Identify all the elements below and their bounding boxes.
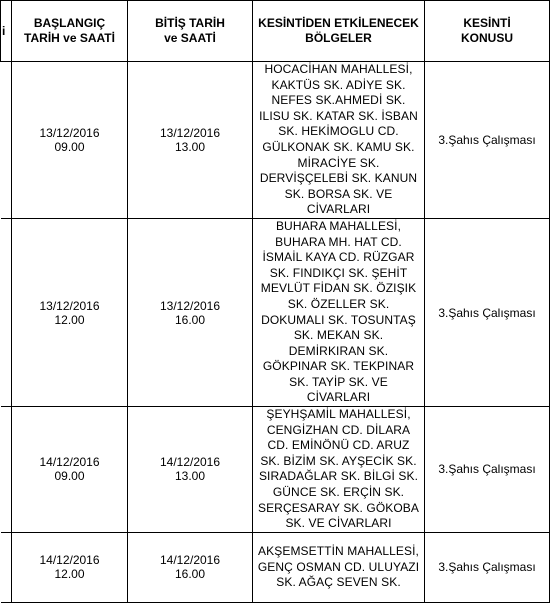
end-date: 13/12/2016 xyxy=(159,125,221,140)
area-line: AKŞEMSETTİN MAHALLESİ, xyxy=(258,543,419,558)
area-line: HOCACİHAN MAHALLESİ, xyxy=(264,62,413,76)
start-date: 13/12/2016 xyxy=(39,125,100,140)
area-line: GÜNCE SK. ERÇİN SK. xyxy=(272,485,405,500)
start-cell xyxy=(12,407,128,533)
start-time: 12.00 xyxy=(54,567,85,582)
topic-header-line-2: KONUSU xyxy=(460,31,513,45)
end-cell xyxy=(128,407,253,533)
topic-cell xyxy=(425,532,550,602)
area-line: CİVARLARI xyxy=(306,202,371,217)
areas-cell xyxy=(253,532,425,602)
edge-cell xyxy=(1,218,12,406)
start-header-line-2: TARİH ve SAATİ xyxy=(24,31,115,45)
area-line: DEMİRKIRAN SK. xyxy=(288,343,389,358)
areas-cell xyxy=(253,62,425,219)
header-row xyxy=(1,1,550,62)
end-header xyxy=(128,1,253,62)
area-line: İSMAİL KAYA CD. RÜZGAR xyxy=(262,250,415,265)
area-line: SK. BORSA SK. VE xyxy=(284,186,393,201)
area-line: GÖKPINAR SK. TEKPINAR xyxy=(262,359,415,374)
topic-cell xyxy=(425,62,550,219)
area-line: SK. ÖZELLER SK. xyxy=(287,296,390,311)
start-date: 13/12/2016 xyxy=(39,298,100,313)
start-cell xyxy=(12,62,128,219)
area-line: MEVLÜT FİDAN SK. ÖZIŞIK xyxy=(260,281,417,296)
table-row xyxy=(1,407,550,533)
area-line: DOKUMALI SK. TOSUNTAŞ xyxy=(261,312,416,327)
area-line: SK. TAYİP SK. VE xyxy=(289,374,388,389)
end-header-line-1: BİTİŞ TARİH xyxy=(155,16,225,30)
area-line: SK. VE CİVARLARI xyxy=(285,516,392,531)
area-line: BUHARA MAHALLESİ, xyxy=(275,218,402,233)
edge-cell xyxy=(1,62,12,219)
end-time: 13.00 xyxy=(174,139,206,154)
start-date: 14/12/2016 xyxy=(39,553,100,568)
end-date: 14/12/2016 xyxy=(159,455,221,470)
table-row xyxy=(1,62,550,219)
areas-header-line-1: KESİNTİDEN ETKİLENECEK xyxy=(258,16,419,30)
edge-cell xyxy=(1,532,12,602)
end-cell xyxy=(128,218,253,406)
start-header-line-1: BAŞLANGIÇ xyxy=(33,16,106,30)
end-date: 13/12/2016 xyxy=(159,298,221,313)
area-line: SK. BİZİM SK. AYŞECİK SK. xyxy=(260,453,417,468)
start-time: 09.00 xyxy=(54,469,85,484)
area-line: NEFES SK.AHMEDİ SK. xyxy=(271,93,406,108)
end-cell xyxy=(128,532,253,602)
edge-header-cell xyxy=(1,1,12,62)
area-line: ŞEYHŞAMİL MAHALLESİ, xyxy=(266,407,411,422)
area-line: ILISU SK. KATAR SK. İSBAN xyxy=(259,108,418,123)
topic-text: 3.Şahıs Çalışması xyxy=(438,560,536,575)
area-line: SK. FINDIKÇI SK. ŞEHİT xyxy=(269,265,408,280)
area-line: GÜLKONAK SK. KAMU SK. xyxy=(262,139,415,154)
areas-header-line-2: BÖLGELER xyxy=(305,31,372,45)
area-line: MİRACİYE SK. xyxy=(297,155,380,170)
start-cell xyxy=(12,218,128,406)
area-line: SK. AĞAÇ SEVEN SK. xyxy=(276,575,401,590)
end-date: 14/12/2016 xyxy=(159,553,221,568)
start-time: 12.00 xyxy=(54,312,85,327)
start-date: 14/12/2016 xyxy=(39,455,100,470)
area-line: SK. HEKİMOGLU CD. xyxy=(278,124,399,139)
end-time: 16.00 xyxy=(174,312,206,327)
area-line: DERVİŞÇELEBİ SK. KANUN xyxy=(259,171,418,186)
area-line: CENGİZHAN CD. DİLARA xyxy=(266,422,411,437)
areas-cell xyxy=(253,407,425,533)
topic-text: 3.Şahıs Çalışması xyxy=(438,462,536,477)
end-cell xyxy=(128,62,253,219)
edge-header-text: i xyxy=(2,23,6,38)
area-line: CD. EMİNÖNÜ CD. ARUZ xyxy=(267,438,410,453)
topic-cell xyxy=(425,407,550,533)
end-header-line-2: ve SAATİ xyxy=(164,31,216,45)
areas-cell xyxy=(253,218,425,406)
area-line: SIRADAĞLAR SK. BİLGİ SK. xyxy=(258,469,419,484)
topic-header xyxy=(425,1,550,62)
topic-cell xyxy=(425,218,550,406)
topic-text: 3.Şahıs Çalışması xyxy=(438,132,536,147)
area-line: GENÇ OSMAN CD. ULUYAZI xyxy=(257,559,420,574)
topic-text: 3.Şahıs Çalışması xyxy=(438,305,536,320)
areas-header xyxy=(253,1,425,62)
area-line: BUHARA MH. HAT CD. xyxy=(275,234,402,249)
table-row xyxy=(1,218,550,406)
end-time: 13.00 xyxy=(174,469,206,484)
start-time: 09.00 xyxy=(54,139,85,154)
edge-cell xyxy=(1,407,12,533)
area-line: SERÇESARAY SK. GÖKOBA xyxy=(257,500,420,515)
table-row xyxy=(1,532,550,602)
area-line: CİVARLARI xyxy=(306,390,371,405)
area-line: KAKTÜS SK. ADİYE SK. xyxy=(271,77,406,92)
area-line: SK. MEKAN SK. xyxy=(293,328,384,343)
end-time: 16.00 xyxy=(174,567,206,582)
start-cell xyxy=(12,532,128,602)
start-header xyxy=(12,1,128,62)
topic-header-line-1: KESİNTİ xyxy=(463,16,511,30)
